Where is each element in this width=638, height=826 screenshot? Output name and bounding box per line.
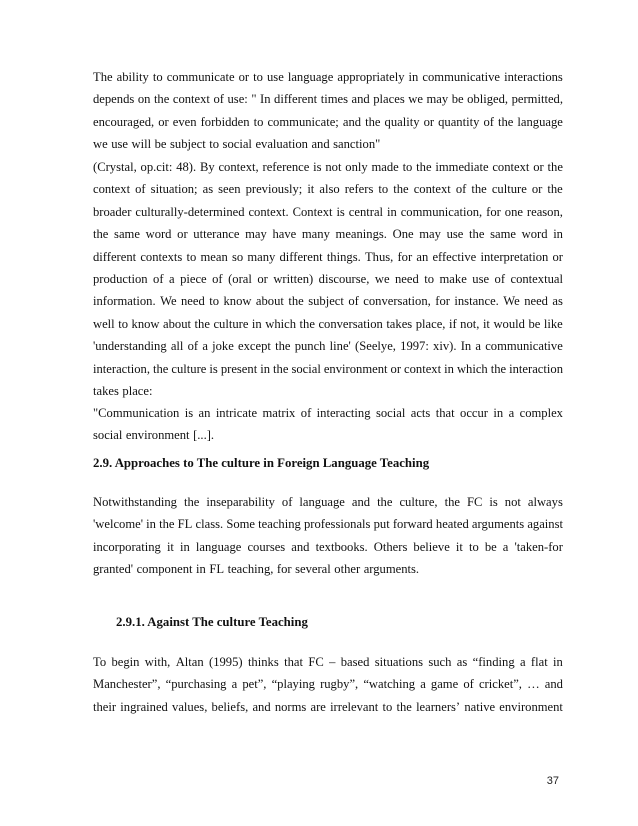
text-line: well to know about the culture in which the conversation takes place, if not, it would be like (93, 316, 563, 331)
quote-communication-matrix (93, 402, 563, 447)
text-line: granted' component in FL teaching, for several other arguments. (93, 562, 420, 577)
text-line: depends on the context of use: " In different times and places we may be obliged, permitted, (93, 92, 563, 107)
text-line: "Communication is an intricate matrix of interacting social acts that occur in a complex (93, 406, 563, 420)
text-line: broader culturally-determined context. Context is central in communication, for one reason, (93, 204, 563, 219)
paragraph-communication-context (93, 66, 563, 156)
section-heading-2-9: 2.9. Approaches to The culture in Foreign Language Teaching (93, 456, 430, 470)
text-line: Manchester”, “purchasing a pet”, “playing rugby”, “watching a game of cricket”, … and (93, 677, 563, 692)
paragraph-inseparability (93, 491, 563, 581)
text-line: production of a piece of (oral or written) discourse, we need to make use of contextual (93, 271, 563, 286)
text-line: encouraged, or even forbidden to communicate; and the quality or quantity of the language (93, 114, 563, 129)
text-line: their ingrained values, beliefs, and norms are irrelevant to the learners’ native environment (93, 699, 563, 714)
page-number: 37 (546, 775, 559, 787)
text-line: The ability to communicate or to use language appropriately in communicative interactions (93, 70, 563, 84)
paragraph-context-culture (93, 156, 563, 402)
text-line: 'understanding all of a joke except the punch line' (Seelye, 1997: xiv). In a communicative (93, 339, 563, 354)
text-line: we use will be subject to social evaluation and sanction" (93, 137, 381, 152)
section-heading-2-9-1: 2.9.1. Against The culture Teaching (116, 615, 308, 629)
text-line: interaction, the culture is present in the social environment or context in which the interaction (93, 361, 563, 376)
text-line: incorporating it in language courses and textbooks. Others believe it to be a 'taken-for (93, 539, 563, 554)
text-line: Notwithstanding the inseparability of language and the culture, the FC is not always (93, 495, 563, 509)
text-line: information. We need to know about the subject of conversation, for instance. We need as (93, 294, 563, 309)
text-line: social environment [...]. (93, 428, 215, 443)
paragraph-altan (93, 651, 563, 718)
text-line: (Crystal, op.cit: 48). By context, reference is not only made to the immediate context or the (93, 160, 563, 174)
text-line: the same word or utterance may have many meanings. One may use the same word in (93, 227, 563, 242)
text-line: different contexts to mean so many different things. Thus, for an effective interpretation or (93, 249, 563, 264)
text-line: context of situation; as seen previously; it also refers to the context of the culture or the (93, 182, 563, 197)
text-line: 'welcome' in the FL class. Some teaching professionals put forward heated arguments against (93, 517, 563, 532)
text-line: To begin with, Altan (1995) thinks that FC – based situations such as “finding a flat in (93, 655, 563, 669)
text-line: takes place: (93, 383, 153, 398)
